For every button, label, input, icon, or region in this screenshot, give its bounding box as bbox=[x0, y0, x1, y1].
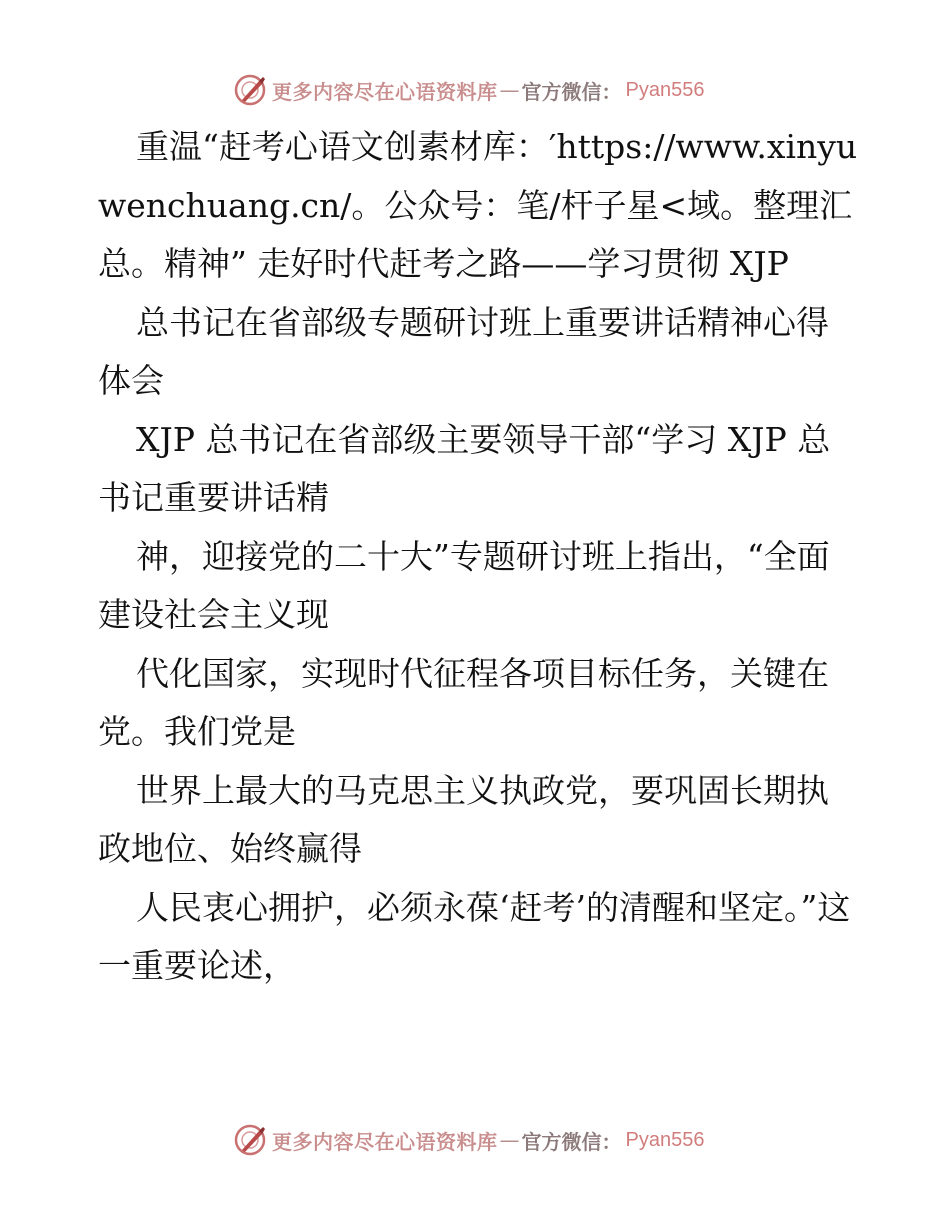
paragraph-7: 人民衷心拥护，必须永葆‘赶考’的清醒和坚定。”这一重要论述， bbox=[98, 887, 851, 985]
paragraph-2: 总书记在省部级专题研讨班上重要讲话精神心得体会 bbox=[98, 302, 829, 400]
logo-icon bbox=[232, 72, 268, 108]
paragraph-4: 神，迎接党的二十大”专题研讨班上指出，“全面建设社会主义现 bbox=[98, 536, 830, 634]
paragraph-3: XJP 总书记在省部级主要领导干部“学习 XJP 总书记重要讲话精 bbox=[98, 419, 831, 517]
banner-wechat-id: Pyan556 bbox=[625, 78, 705, 101]
banner-wechat-id: Pyan556 bbox=[625, 1128, 705, 1151]
banner-wechat-label: 官方微信： bbox=[521, 79, 622, 104]
paragraph-6: 世界上最大的马克思主义执政党，要巩固长期执政地位、始终赢得 bbox=[98, 770, 829, 868]
logo-icon bbox=[232, 1122, 268, 1158]
header-banner bbox=[0, 70, 950, 110]
paragraph-1: 重温“赶考心语文创素材库：′https://www.xinyuwenchuang.cn/。公众号：笔/杆子星<域。整理汇总。精神” 走好时代赶考之路——学习贯彻 XJP bbox=[98, 127, 858, 283]
banner-text: 更多内容尽在心语资料库 bbox=[272, 1129, 498, 1154]
banner-dash: — bbox=[499, 1128, 520, 1152]
banner-dash: — bbox=[499, 78, 520, 102]
banner-text: 更多内容尽在心语资料库 bbox=[272, 79, 498, 104]
banner-wechat-label: 官方微信： bbox=[521, 1129, 622, 1154]
footer-banner bbox=[0, 1120, 950, 1160]
paragraph-5: 代化国家，实现时代征程各项目标任务，关键在党。我们党是 bbox=[98, 653, 829, 751]
document-body bbox=[98, 118, 858, 996]
